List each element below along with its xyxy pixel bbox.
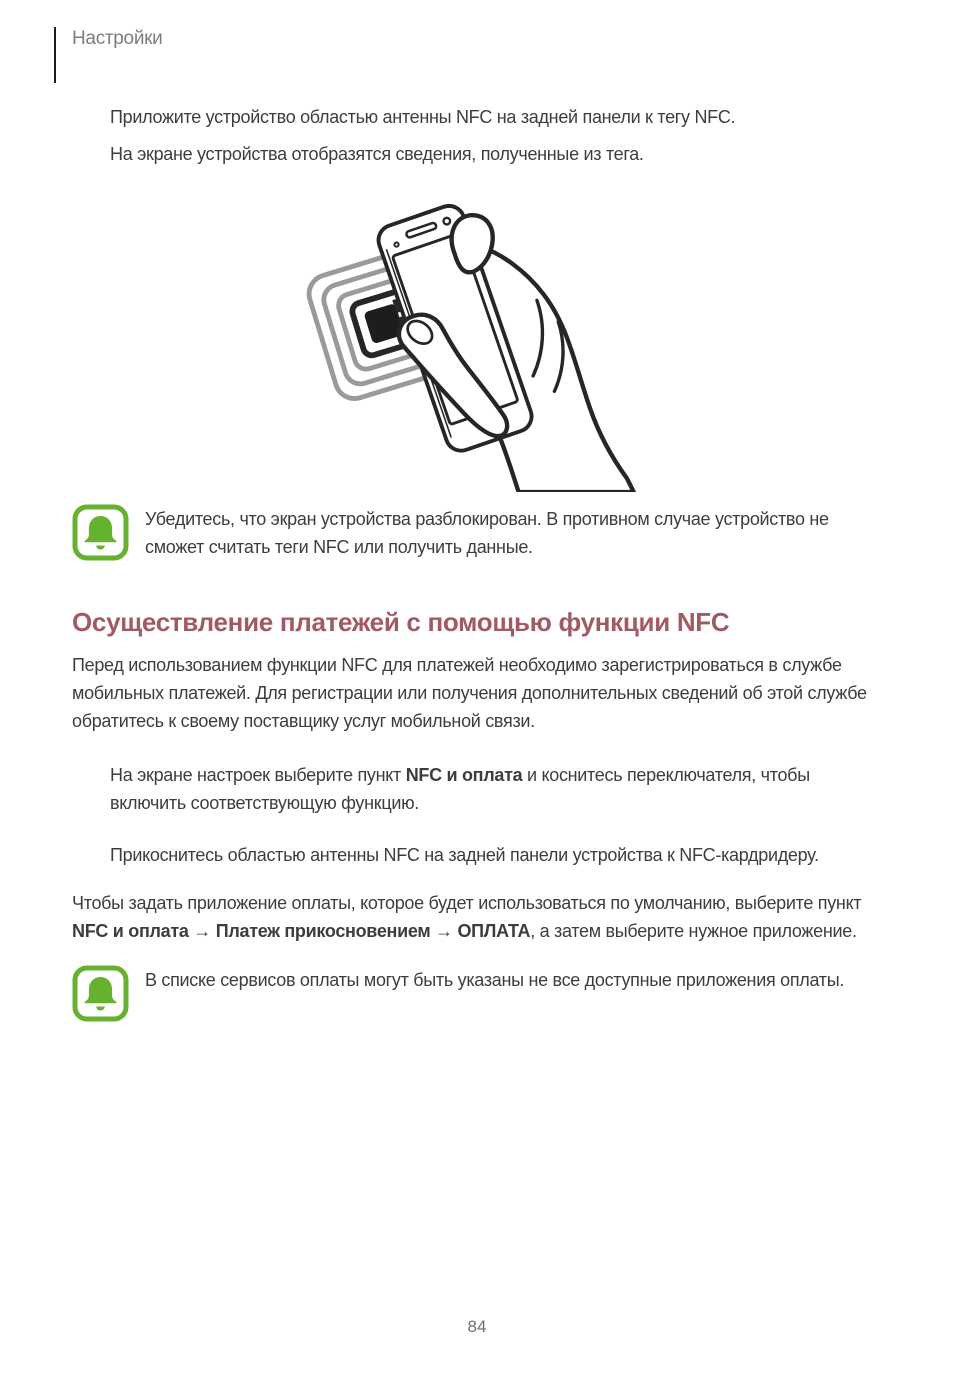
nfc-tag-illustration — [72, 192, 880, 492]
paragraph — [72, 889, 872, 945]
menu-path: ОПЛАТА — [457, 921, 531, 941]
step-paragraph — [110, 761, 880, 817]
step-paragraph: Прикоснитесь областью антенны NFC на задней панели устройства к NFC-кардридеру. — [110, 845, 819, 865]
paragraph: Приложите устройство областью антенны NFC на задней панели к тегу NFC. — [110, 107, 736, 127]
text-run: и коснитесь переключателя, чтобы включить соответствующую функцию. — [110, 765, 810, 813]
arrow-separator: → — [188, 921, 216, 941]
notice-bell-icon — [72, 965, 129, 1022]
notice-box — [72, 965, 880, 1022]
section-heading: Осуществление платежей с помощью функции NFC — [72, 607, 730, 637]
hand-phone-nfc-tag-drawing — [296, 192, 656, 492]
notice-text: В списке сервисов оплаты могут быть указаны не все доступные приложения оплаты. — [145, 970, 845, 990]
arrow-separator: → — [430, 921, 458, 941]
text-run: , а затем выберите нужное приложение. — [530, 921, 857, 941]
notice-text: Убедитесь, что экран устройства разблокирован. В противном случае устройство не сможет считать теги NFC или получить данные. — [145, 509, 829, 557]
page-content — [0, 27, 954, 1022]
menu-path: NFC и оплата — [72, 921, 189, 941]
page-number: 84 — [467, 1317, 487, 1336]
paragraph: На экране устройства отобразятся сведения, полученные из тега. — [110, 144, 644, 164]
menu-path: NFC и оплата — [405, 765, 523, 785]
menu-path: Платеж прикосновением — [215, 921, 431, 941]
text-run: На экране настроек выберите пункт — [110, 765, 406, 785]
paragraph: Перед использованием функции NFC для платежей необходимо зарегистрироваться в службе мобильных платежей. Для регистрации или получения дополнительных сведений об этой службе обратитесь к своему поставщику услуг мобильной связи. — [72, 655, 867, 731]
chapter-edge-rule — [54, 27, 56, 83]
notice-bell-icon — [72, 504, 129, 561]
chapter-header: Настройки — [72, 28, 163, 49]
intro-paragraphs — [72, 103, 880, 168]
text-run: Чтобы задать приложение оплаты, которое будет использоваться по умолчанию, выберите пункт — [72, 893, 862, 913]
notice-box — [72, 504, 880, 561]
